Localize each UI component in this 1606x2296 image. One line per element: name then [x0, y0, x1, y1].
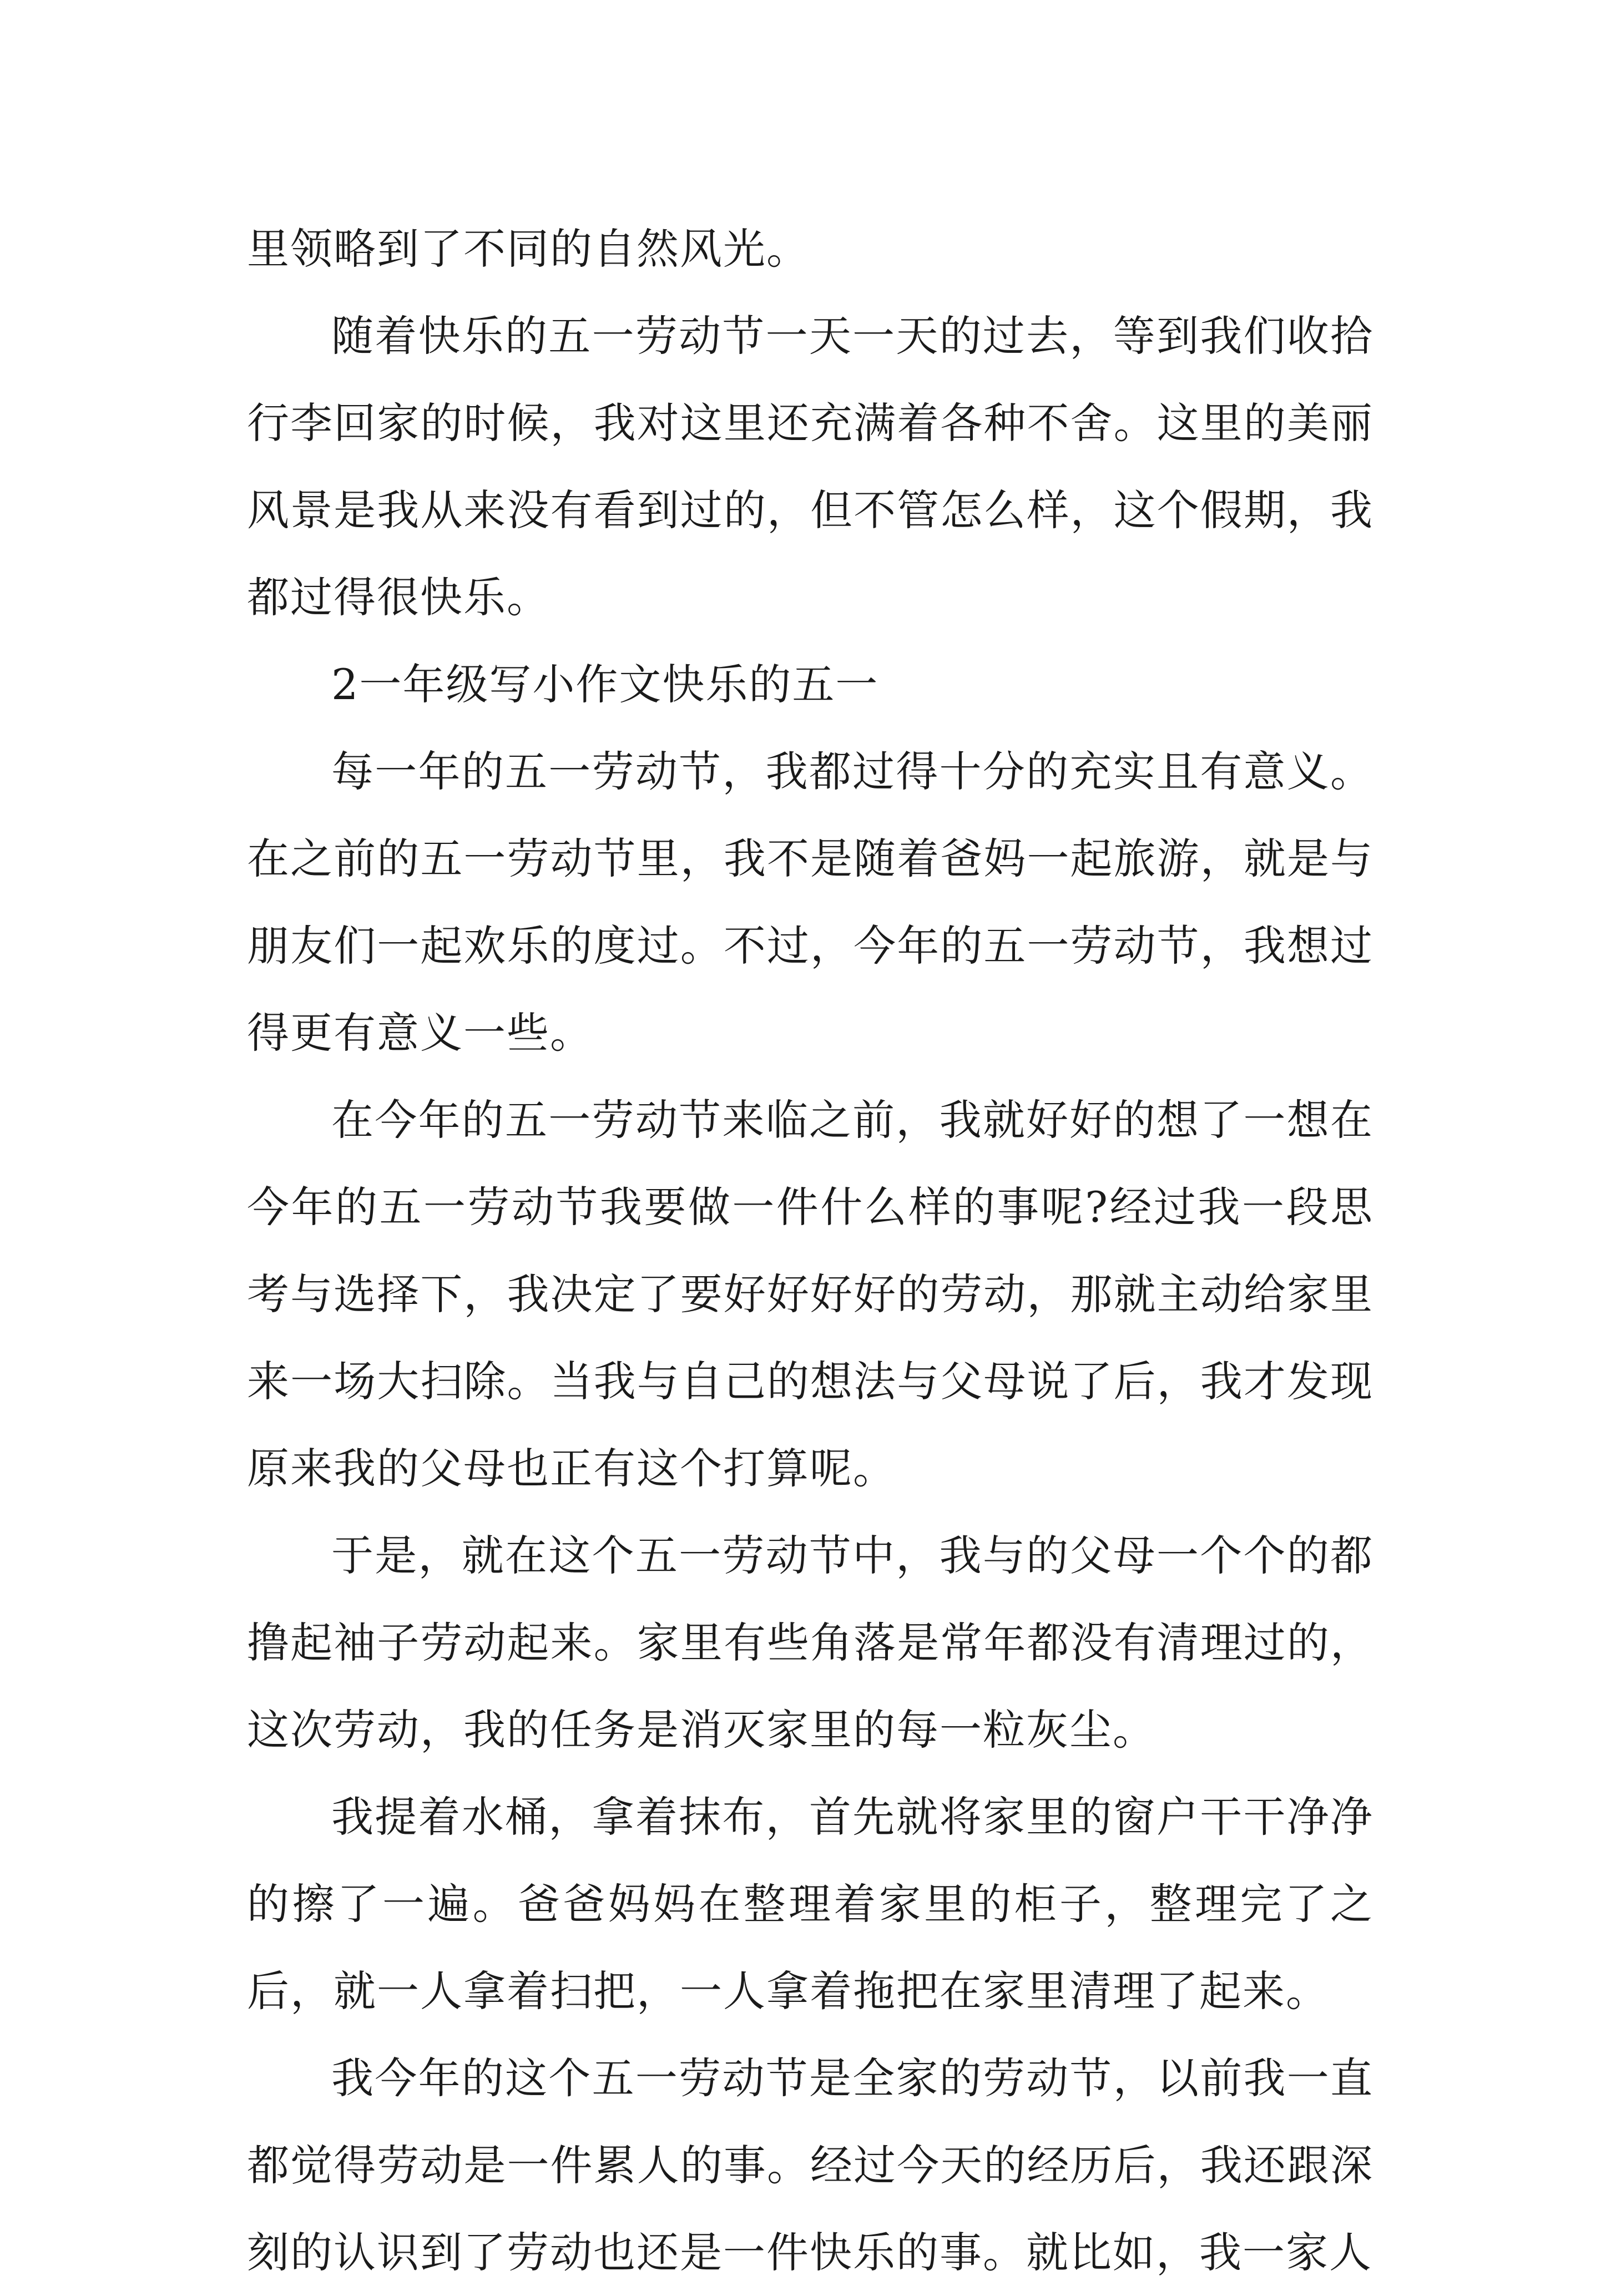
paragraph: 我提着水桶，拿着抹布，首先就将家里的窗户干干净净的擦了一遍。爸爸妈妈在整理着家里的柜子，整理完了之后，就一人拿着扫把，一人拿着拖把在家里清理了起来。 — [247, 1792, 1373, 2016]
document-body — [247, 205, 1373, 2296]
paragraph: 在今年的五一劳动节来临之前，我就好好的想了一想在今年的五一劳动节我要做一件什么样的事呢?经过我一段思考与选择下，我决定了要好好好好的劳动，那就主动给家里来一场大扫除。当我与自己的想法与父母说了后，我才发现原来我的父母也正有这个打算呢。 — [247, 1095, 1373, 1493]
paragraph: 每一年的五一劳动节，我都过得十分的充实且有意义。在之前的五一劳动节里，我不是随着爸妈一起旅游，就是与朋友们一起欢乐的度过。不过，今年的五一劳动节，我想过得更有意义一些。 — [247, 747, 1373, 1058]
paragraph: 于是，就在这个五一劳动节中，我与的父母一个个的都撸起袖子劳动起来。家里有些角落是常年都没有清理过的，这次劳动，我的任务是消灭家里的每一粒灰尘。 — [247, 1531, 1373, 1754]
paragraph: 随着快乐的五一劳动节一天一天的过去，等到我们收拾行李回家的时候，我对这里还充满着各种不舍。这里的美丽风景是我从来没有看到过的，但不管怎么样，这个假期，我都过得很快乐。 — [247, 311, 1373, 622]
paragraph: 我今年的这个五一劳动节是全家的劳动节，以前我一直都觉得劳动是一件累人的事。经过今天的经历后，我还跟深刻的认识到了劳动也还是一件快乐的事。就比如，我一家人 — [247, 2054, 1373, 2277]
section-heading: 2一年级写小作文快乐的五一 — [331, 660, 879, 709]
paragraph: 里领略到了不同的自然风光。 — [247, 224, 810, 274]
